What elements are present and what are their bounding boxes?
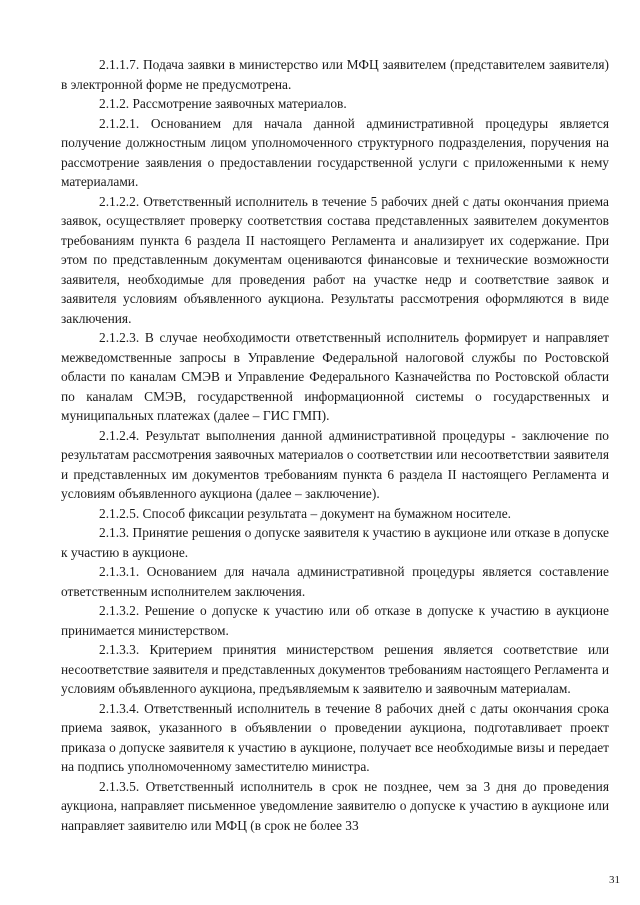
paragraph-2-1-3: 2.1.3. Принятие решения о допуске заявителя к участию в аукционе или отказе в допуске к участию в аукционе. [61, 525, 609, 560]
paragraph-2-1-2-3: 2.1.2.3. В случае необходимости ответственный исполнитель формирует и направляет межведомственные запросы в Управление Федеральной налоговой службы по Ростовской области по каналам СМЭВ и Управление Федерального Казначейства по Ростовской области по каналам СМЭВ, государственной информационной системы о государственных и муниципальных платежах (далее – ГИС ГМП). [61, 330, 609, 423]
paragraph-2-1-3-2: 2.1.3.2. Решение о допуске к участию или об отказе в допуске к участию в аукционе принимается министерством. [61, 603, 609, 638]
paragraph-2-1-2-1: 2.1.2.1. Основанием для начала данной административной процедуры является получение должностным лицом уполномоченного структурного подразделения, поручения на рассмотрение заявления о предоставлении государственной услуги с приложенными к нему материалами. [61, 115, 609, 189]
paragraph-2-1-2-5: 2.1.2.5. Способ фиксации результата – документ на бумажном носителе. [99, 505, 511, 521]
document-body [61, 55, 609, 835]
paragraph-2-1-3-4: 2.1.3.4. Ответственный исполнитель в течение 8 рабочих дней с даты окончания срока приема заявок, указанного в объявлении о проведении аукциона, подготавливает проект приказа о допуске заявителя к участию в аукционе, получает все необходимые визы и передает на подпись уполномоченному заместителю министра. [61, 700, 609, 774]
paragraph-2-1-2-2: 2.1.2.2. Ответственный исполнитель в течение 5 рабочих дней с даты окончания приема заявок, осуществляет проверку соответствия состава представленных заявителем документов требованиям пункта 6 раздела II настоящего Регламента и анализирует их содержание. При этом по представленным документам оцениваются финансовые и технические возможности заявителя, необходимые для проведения работ на участке недр и соответствие заявок и заявителя условиям объявленного аукциона. Результаты рассмотрения оформляются в виде заключения. [61, 193, 609, 326]
paragraph-2-1-3-3: 2.1.3.3. Критерием принятия министерством решения является соответствие или несоответствие заявителя и представленных документов требованиям настоящего Регламента и условиям объявленного аукциона, предъявляемым к заявителю и заявочным материалам. [61, 642, 609, 696]
paragraph-2-1-3-1: 2.1.3.1. Основанием для начала административной процедуры является составление ответственным исполнителем заключения. [61, 564, 609, 599]
paragraph-2-1-1-7: 2.1.1.7. Подача заявки в министерство или МФЦ заявителем (представителем заявителя) в электронной форме не предусмотрена. [61, 57, 609, 92]
page-number: 31 [609, 874, 620, 886]
paragraph-2-1-2: 2.1.2. Рассмотрение заявочных материалов. [99, 96, 347, 111]
paragraph-2-1-2-4: 2.1.2.4. Результат выполнения данной административной процедуры - заключение по результатам рассмотрения заявочных материалов о соответствии или несоответствии заявителя и представленных им документов требованиям пункта 6 раздела II настоящего Регламента и условиям объявленного аукциона (далее – заключение). [61, 427, 609, 501]
paragraph-2-1-3-5: 2.1.3.5. Ответственный исполнитель в срок не позднее, чем за 3 дня до проведения аукциона, направляет письменное уведомление заявителю о допуске к участию в аукционе или направляет заявителю или МФЦ (в срок не более 33 [61, 778, 609, 833]
